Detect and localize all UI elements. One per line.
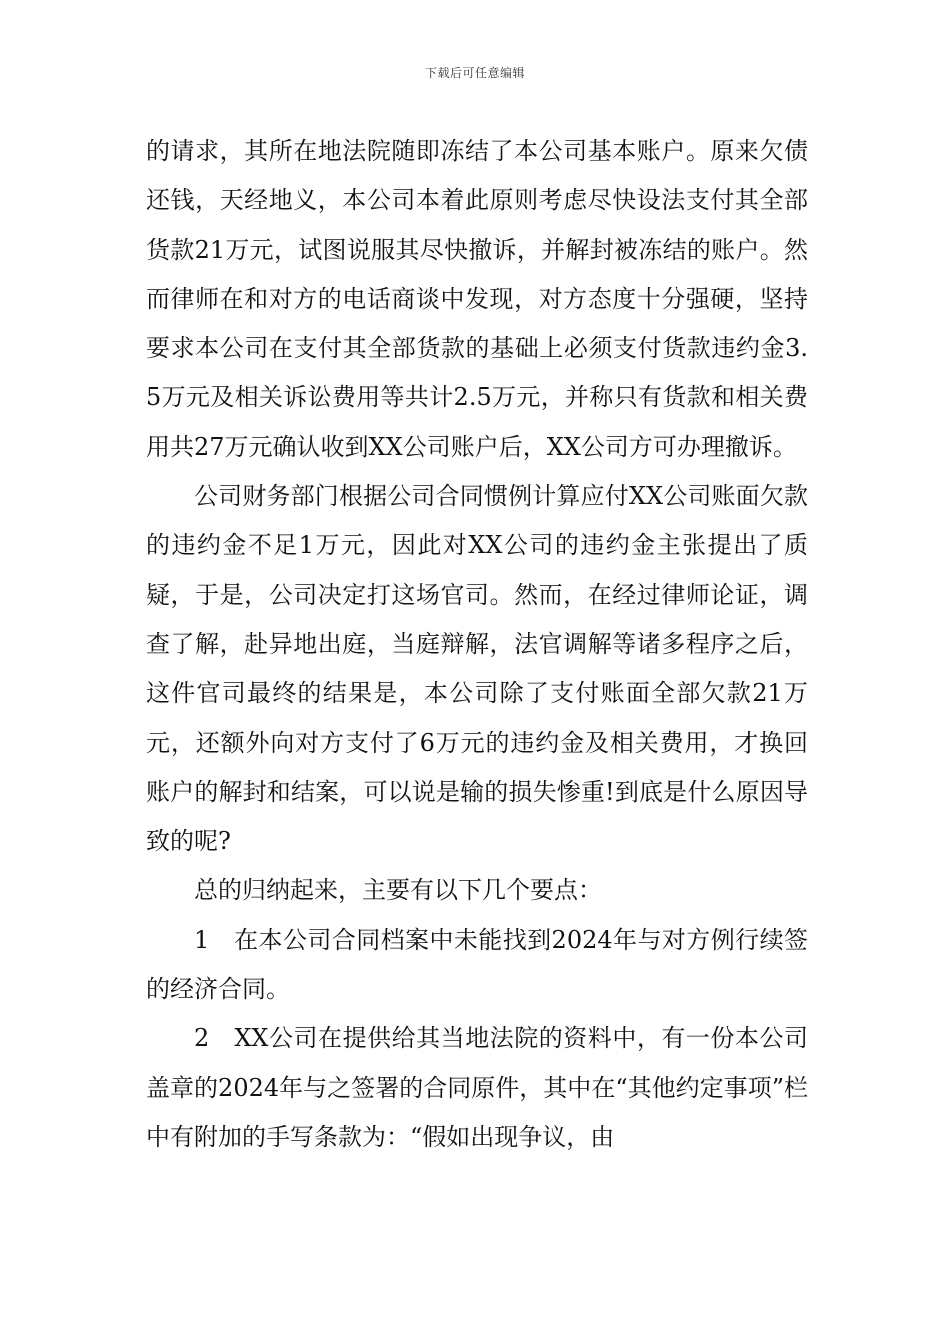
list-item-paragraph: 2 XX公司在提供给其当地法院的资料中，有一份本公司盖章的2024年与之签署的合同原件，其中在“其他约定事项”栏中有附加的手写条款为：“假如出现争议，由 [146, 1024, 808, 1151]
document-body [146, 127, 808, 1162]
paragraph: 的请求，其所在地法院随即冻结了本公司基本账户。原来欠债还钱，天经地义，本公司本着此原则考虑尽快设法支付其全部货款21万元，试图说服其尽快撤诉，并解封被冻结的账户。然而律师在和对方的电话商谈中发现，对方态度十分强硬，坚持要求本公司在支付其全部货款的基础上必须支付货款违约金3.5万元及相关诉讼费用等共计2.5万元，并称只有货款和相关费用共27万元确认收到XX公司账户后，XX公司方可办理撤诉。 [146, 137, 808, 461]
paragraph: 公司财务部门根据公司合同惯例计算应付XX公司账面欠款的违约金不足1万元，因此对XX公司的违约金主张提出了质疑，于是，公司决定打这场官司。然而，在经过律师论证，调查了解，赴异地出庭，当庭辩解，法官调解等诸多程序之后，这件官司最终的结果是，本公司除了支付账面全部欠款21万元，还额外向对方支付了6万元的违约金及相关费用，才换回账户的解封和结案，可以说是输的损失惨重!到底是什么原因导致的呢? [146, 482, 808, 856]
paragraph: 总的归纳起来，主要有以下几个要点： [194, 876, 602, 905]
page-header: 下载后可任意编辑 [424, 66, 525, 80]
list-item-paragraph: 1 在本公司合同档案中未能找到2024年与对方例行续签的经济合同。 [146, 925, 808, 1004]
